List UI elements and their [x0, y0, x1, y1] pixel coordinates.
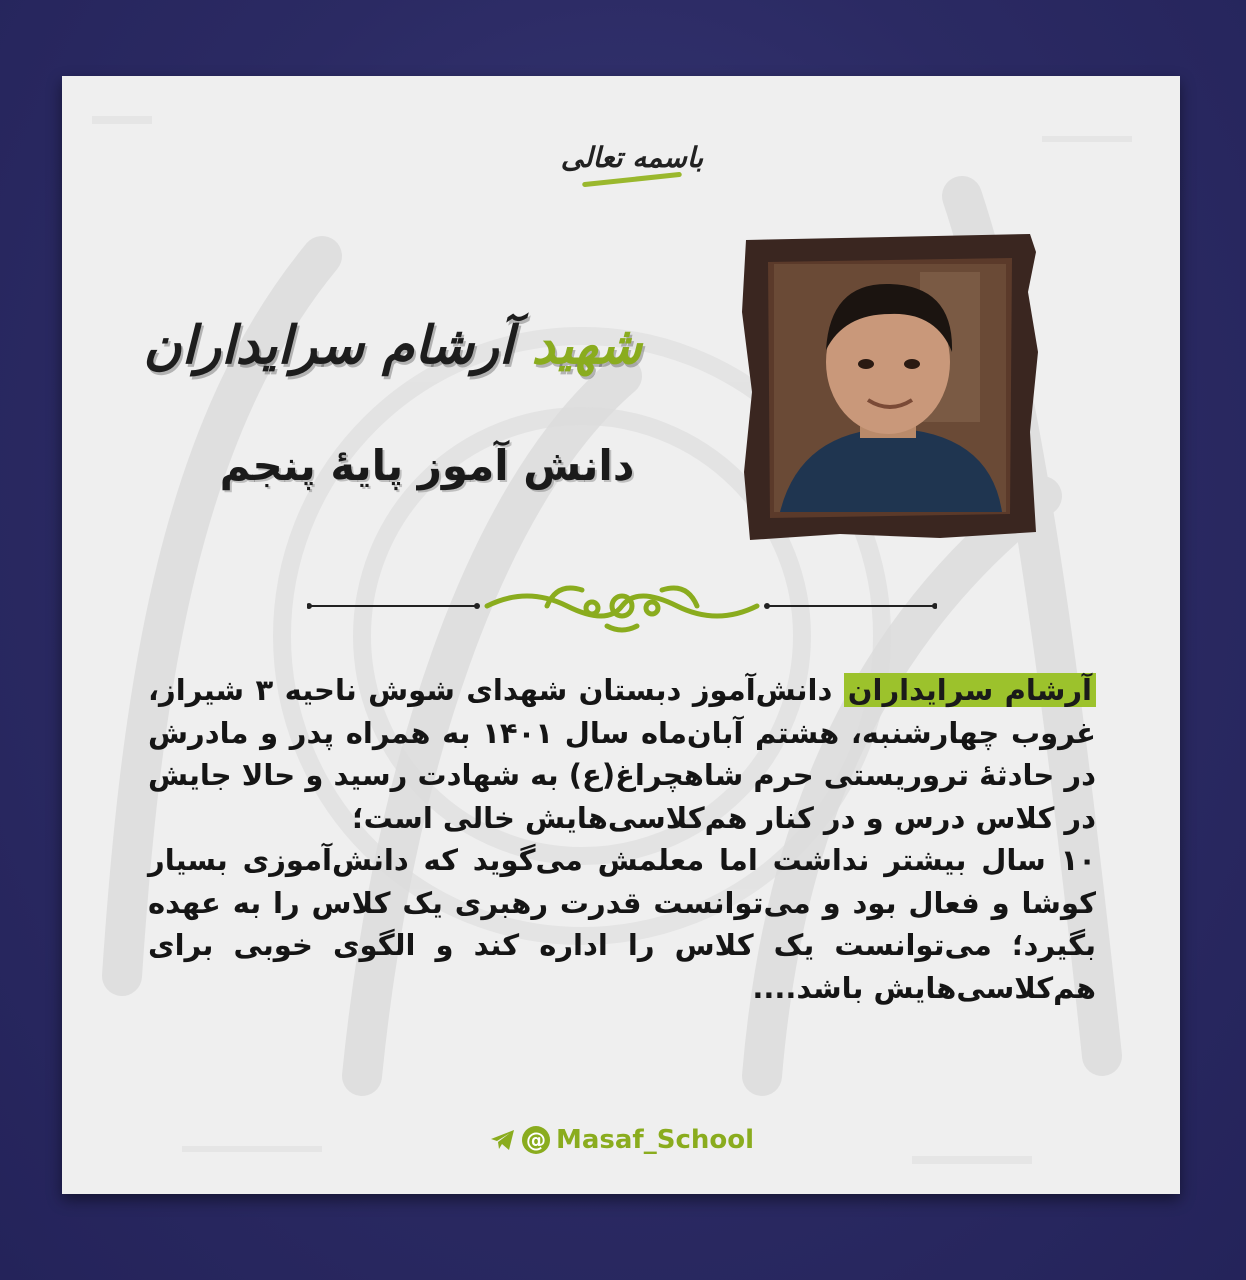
post-card: [62, 76, 1180, 1194]
invocation-calligraphy: باسمه تعالی: [542, 118, 722, 198]
martyr-name: آرشام سرایداران: [143, 316, 514, 376]
channel-handle[interactable]: Masaf_School: [555, 1125, 755, 1155]
biography-paragraph-2: ۱۰ سال بیشتر نداشت اما معلمش می‌گوید که دانش‌آموزی بسیار کوشا و فعال بود و می‌توانست قدرت رهبری یک کلاس را به عهده بگیرد؛ می‌توانست یک کلاس را اداره کند و الگوی خوبی برای هم‌کلاسی‌هایش باشد....: [148, 843, 1096, 1005]
at-icon: @: [522, 1126, 550, 1154]
channel-footer[interactable]: [472, 1122, 772, 1158]
highlighted-name: آرشام سرایداران: [844, 673, 1096, 707]
martyr-prefix: شهید: [531, 316, 642, 376]
biography-paragraph-1: آرشام سرایداران دانش‌آموز دبستان شهدای شوش ناحیه ۳ شیراز، غروب چهارشنبه، هشتم آبان‌ماه سال ۱۴۰۱ به همراه پدر و مادرش در حادثهٔ تروریستی حرم شاهچراغ(ع) به شهادت رسید و حالا جایش در کلاس درس و در کنار هم‌کلاسی‌هایش خالی است؛: [148, 673, 1096, 835]
telegram-icon: [490, 1129, 516, 1151]
biography-text: [148, 669, 1096, 1089]
portrait-photo: [740, 232, 1040, 542]
martyr-title: [143, 301, 642, 391]
martyr-subtitle: دانش آموز پایهٔ پنجم: [219, 441, 635, 490]
ornamental-divider: [307, 576, 937, 636]
invocation-underline: [582, 172, 682, 187]
